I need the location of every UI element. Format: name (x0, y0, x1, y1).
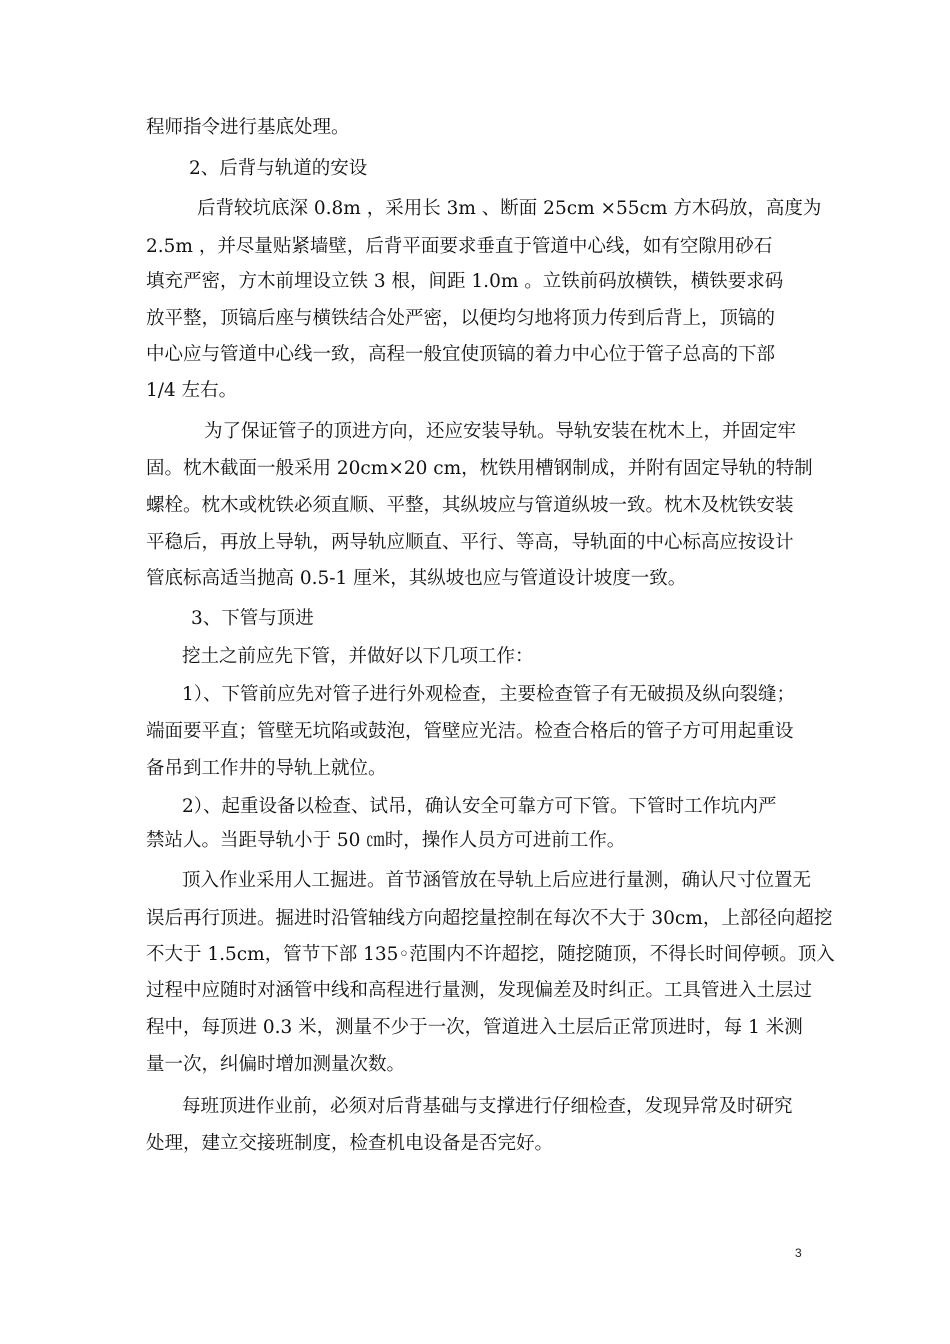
section-heading: 3、下管与顶进 (191, 608, 314, 629)
text-line: 程中，每顶进 0.3 米，测量不少于一次，管道进入土层后正常顶进时，每 1 米测 (146, 1017, 803, 1038)
text-line: 误后再行顶进。掘进时沿管轴线方向超挖量控制在每次不大于 30cm，上部径向超挖 (146, 908, 833, 929)
text-line: 为了保证管子的顶进方向，还应安装导轨。导轨安装在枕木上，并固定牢 (204, 421, 797, 442)
text-line: 每班顶进作业前，必须对后背基础与支撑进行仔细检查，发现异常及时研究 (182, 1096, 793, 1117)
text-line: 过程中应随时对涵管中线和高程进行量测，发现偏差及时纠正。工具管进入土层过 (146, 980, 813, 1001)
text-line: 不大于 1.5cm，管节下部 135◦范围内不许超挖，随挖随顶，不得长时间停顿。顶入 (146, 944, 835, 965)
text-line: 后背较坑底深 0.8m ，采用长 3m 、断面 25cm ×55cm 方木码放，高度为 (197, 198, 822, 219)
text-line: 填充严密，方木前埋设立铁 3 根，间距 1.0m 。立铁前码放横铁，横铁要求码 (146, 271, 784, 292)
text-line: 中心应与管道中心线一致，高程一般宜使顶镐的着力中心位于管子总高的下部 (146, 344, 776, 365)
text-line: 固。枕木截面一般采用 20cm×20 cm，枕铁用槽钢制成，并附有固定导轨的特制 (146, 458, 813, 479)
section-heading: 2、后背与轨道的安设 (189, 158, 368, 179)
text-line: 2.5m ，并尽量贴紧墙壁，后背平面要求垂直于管道中心线，如有空隙用砂石 (146, 236, 773, 257)
text-line: 1）、下管前应先对管子进行外观检查，主要检查管子有无破损及纵向裂缝； (182, 684, 796, 705)
text-line: 挖土之前应先下管，并做好以下几项工作： (182, 646, 534, 667)
text-line: 平稳后，再放上导轨，两导轨应顺直、平行、等高，导轨面的中心标高应按设计 (146, 532, 794, 553)
text-line: 端面要平直；管壁无坑陷或鼓泡，管壁应光洁。检查合格后的管子方可用起重设 (146, 721, 794, 742)
text-line: 放平整，顶镐后座与横铁结合处严密，以便均匀地将顶力传到后背上，顶镐的 (146, 308, 776, 329)
text-line: 1/4 左右。 (146, 380, 238, 401)
text-line: 螺栓。枕木或枕铁必须直顺、平整，其纵坡应与管道纵坡一致。枕木及枕铁安装 (146, 495, 794, 516)
text-line: 程师指令进行基底处理。 (146, 117, 350, 138)
text-line: 管底标高适当抛高 0.5-1 厘米，其纵坡也应与管道设计坡度一致。 (146, 568, 687, 589)
text-line: 量一次，纠偏时增加测量次数。 (146, 1054, 406, 1075)
text-line: 备吊到工作井的导轨上就位。 (146, 758, 387, 779)
text-line: 禁站人。当距导轨小于 50 ㎝时，操作人员方可进前工作。 (146, 830, 626, 851)
text-line: 处理，建立交接班制度，检查机电设备是否完好。 (146, 1133, 554, 1154)
text-line: 2）、起重设备以检查、试吊，确认安全可靠方可下管。下管时工作坑内严 (182, 796, 777, 817)
text-line: 顶入作业采用人工掘进。首节涵管放在导轨上后应进行量测，确认尺寸位置无 (182, 870, 812, 891)
page-number: 3 (795, 1246, 802, 1260)
